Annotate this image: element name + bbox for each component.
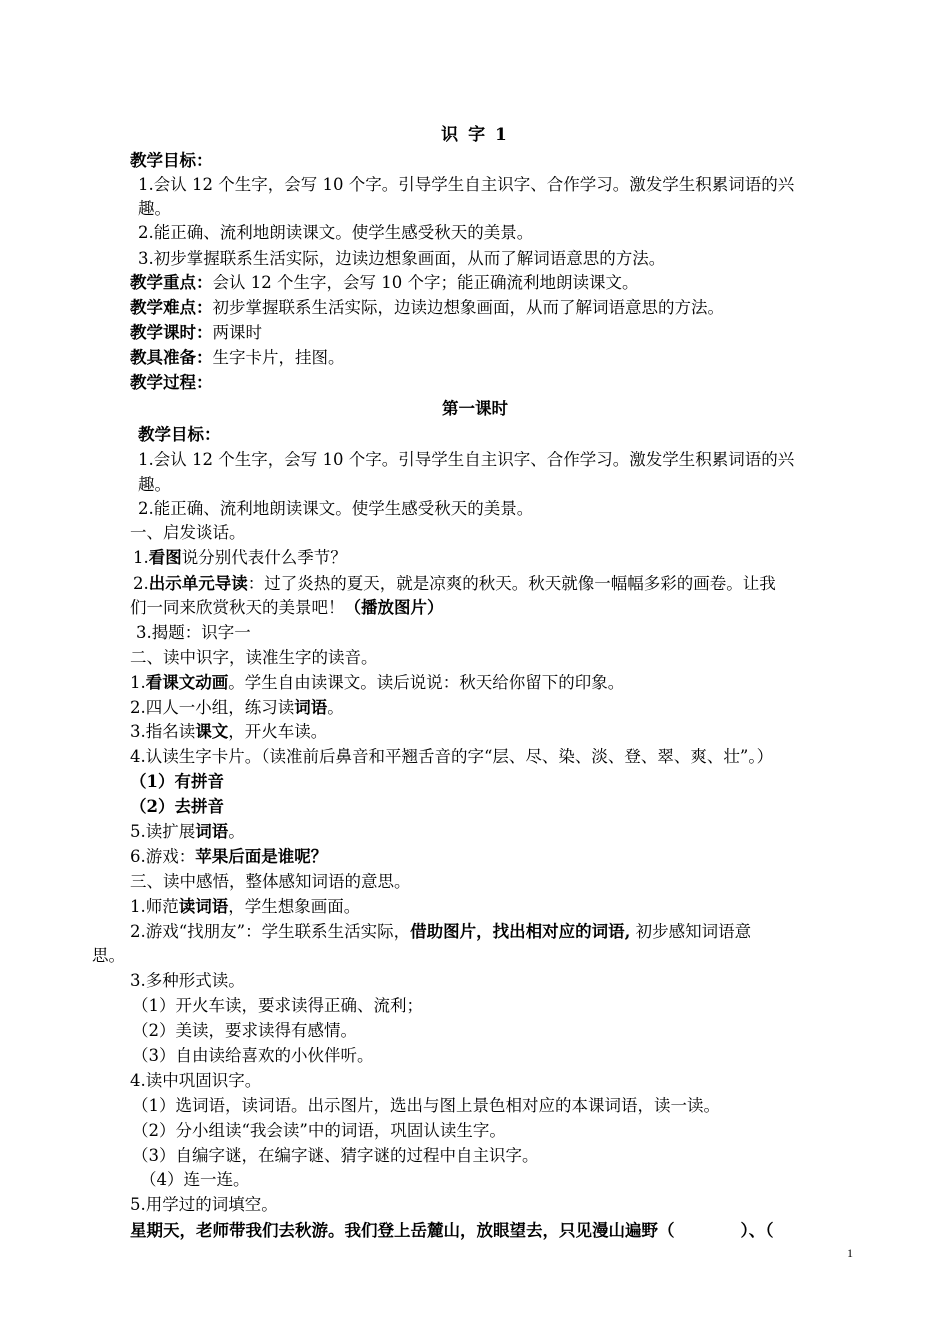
section-2-item-4: 4.认读生字卡片。（读准前后鼻音和平翘舌音的字“层、尽、染、淡、登、翠、爽、壮”。） xyxy=(130,747,774,766)
class-hours: 教学课时：两课时 xyxy=(130,323,262,342)
section-3-heading: 三、读中感悟，整体感知词语的意思。 xyxy=(130,872,411,891)
section-2-item-4-sub-1: （1）有拼音 xyxy=(130,772,224,791)
lesson-objective-1: 1.会认 12 个生字，会写 10 个字。引导学生自主识字、合作学习。激发学生积累词语的兴 xyxy=(138,450,795,469)
objective-3: 3.初步掌握联系生活实际，边读边想象画面，从而了解词语意思的方法。 xyxy=(138,249,666,268)
section-3-item-3-sub-3: （3）自由读给喜欢的小伙伴听。 xyxy=(132,1046,374,1065)
section-1-item-3: 3.揭题：识字一 xyxy=(136,623,251,642)
section-3-item-5: 5.用学过的词填空。 xyxy=(130,1195,278,1214)
section-2-heading: 二、读中识字，读准生字的读音。 xyxy=(130,648,378,667)
lesson-objective-2: 2.能正确、流利地朗读课文。使学生感受秋天的美景。 xyxy=(138,499,534,518)
section-2-item-4-sub-2: （2）去拼音 xyxy=(130,797,224,816)
section-3-item-4-sub-3: （3）自编字谜，在编字谜、猜字谜的过程中自主识字。 xyxy=(132,1146,539,1165)
section-3-item-4-sub-4: （4）连一连。 xyxy=(140,1170,250,1189)
section-2-item-6: 6.游戏：苹果后面是谁呢？ xyxy=(130,847,328,866)
section-1-item-1: 1.看图说分别代表什么季节？ xyxy=(133,548,347,567)
section-3-item-3: 3.多种形式读。 xyxy=(130,971,245,990)
objective-1: 1.会认 12 个生字，会写 10 个字。引导学生自主识字、合作学习。激发学生积累词语的兴 xyxy=(138,175,795,194)
section-3-item-2-cont: 思。 xyxy=(92,946,125,965)
section-3-item-4-sub-2: （2）分小组读“我会读”中的词语，巩固认读生字。 xyxy=(132,1121,506,1140)
section-3-item-1: 1.师范读词语，学生想象画面。 xyxy=(130,897,361,916)
objectives-heading: 教学目标： xyxy=(130,151,213,170)
section-2-item-5: 5.读扩展词语。 xyxy=(130,822,245,841)
section-1-item-2-cont: 们一同来欣赏秋天的美景吧！（播放图片） xyxy=(130,598,444,617)
process-heading: 教学过程： xyxy=(130,373,213,392)
objective-1-cont: 趣。 xyxy=(138,199,171,218)
section-2-item-1: 1.看课文动画。学生自由读课文。读后说说：秋天给你留下的印象。 xyxy=(130,673,625,692)
fill-in-blank-text: 星期天，老师带我们去秋游。我们登上岳麓山，放眼望去，只见漫山遍野（ ）、（ xyxy=(130,1221,774,1240)
section-1-heading: 一、启发谈话。 xyxy=(130,523,246,542)
lesson-objectives-heading: 教学目标： xyxy=(138,425,221,444)
section-3-item-4-sub-1: （1）选词语，读词语。出示图片，选出与图上景色相对应的本课词语，读一读。 xyxy=(132,1096,720,1115)
document-title: 识 字 1 xyxy=(441,125,509,145)
difficulties: 教学难点：初步掌握联系生活实际，边读边想象画面，从而了解词语意思的方法。 xyxy=(130,298,724,317)
section-2-item-2: 2.四人一小组，练习读词语。 xyxy=(130,698,344,717)
lesson-objective-1-cont: 趣。 xyxy=(138,475,171,494)
section-3-item-3-sub-1: （1）开火车读，要求读得正确、流利； xyxy=(132,996,423,1015)
section-2-item-3: 3.指名读课文，开火车读。 xyxy=(130,722,328,741)
key-points: 教学重点：会认 12 个生字，会写 10 个字；能正确流利地朗读课文。 xyxy=(130,273,639,292)
section-3-item-2: 2.游戏“找朋友”：学生联系生活实际，借助图片，找出相对应的词语, 初步感知词语意 xyxy=(130,922,752,941)
section-3-item-3-sub-2: （2）美读，要求读得有感情。 xyxy=(132,1021,357,1040)
page-number: 1 xyxy=(847,1246,853,1260)
section-1-item-2: 2.出示单元导读：过了炎热的夏天，就是凉爽的秋天。秋天就像一幅幅多彩的画卷。让我 xyxy=(133,574,776,593)
lesson-heading: 第一课时 xyxy=(442,399,508,418)
teaching-tools: 教具准备：生字卡片，挂图。 xyxy=(130,348,345,367)
section-3-item-4: 4.读中巩固识字。 xyxy=(130,1071,262,1090)
objective-2: 2.能正确、流利地朗读课文。使学生感受秋天的美景。 xyxy=(138,223,534,242)
